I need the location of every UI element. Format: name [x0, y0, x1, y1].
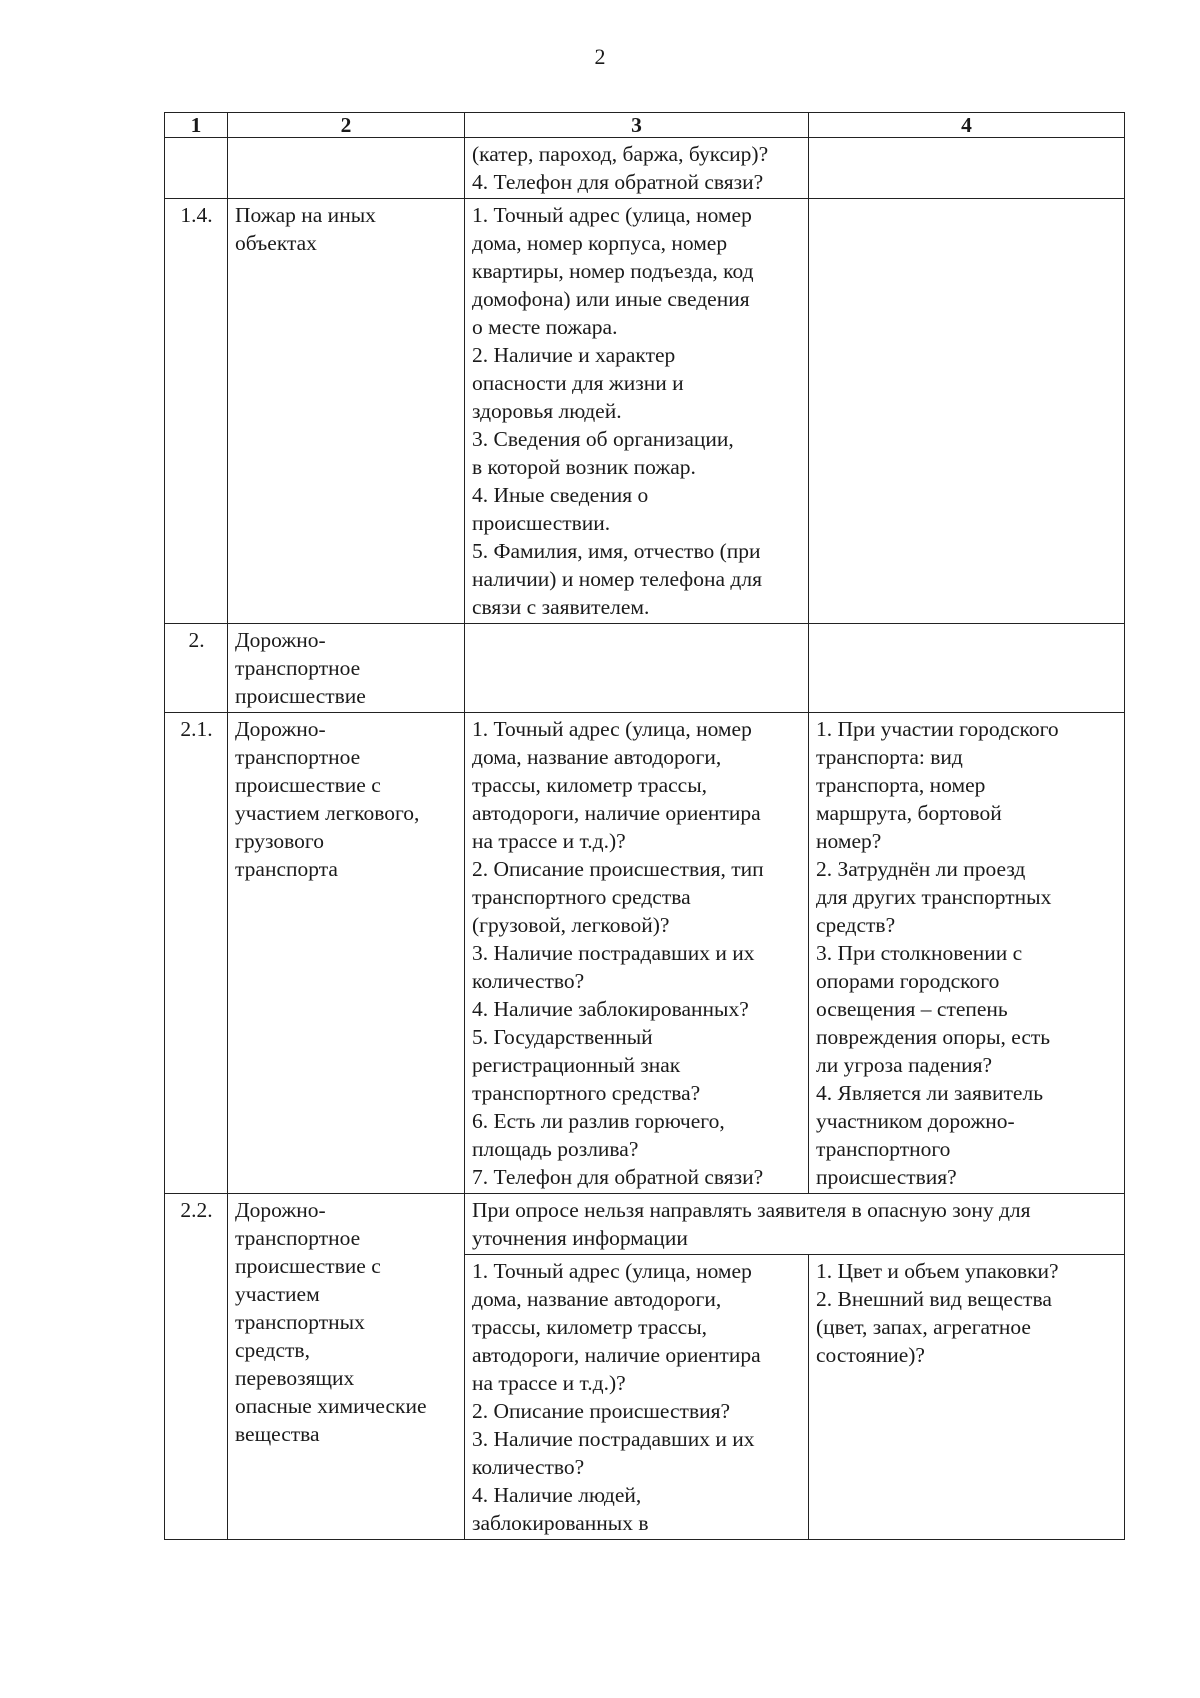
column-header-3: 3 — [465, 113, 809, 138]
table-row — [165, 1194, 1125, 1255]
page-number: 2 — [594, 44, 606, 69]
table-row — [165, 138, 1125, 199]
row-number: 2. — [165, 624, 228, 713]
incident-type: Дорожно- транспортное происшествие с участием транспортных средств, перевозящих опасные химические вещества — [228, 1194, 465, 1540]
row-number: 2.2. — [165, 1194, 228, 1540]
table-row — [165, 624, 1125, 713]
additional-questions-cell: 1. Цвет и объем упаковки? 2. Внешний вид вещества (цвет, запах, агрегатное состояние)? — [809, 1255, 1125, 1540]
row-number: 2.1. — [165, 713, 228, 1194]
additional-questions-cell — [809, 138, 1125, 199]
questions-cell: 1. Точный адрес (улица, номер дома, номер корпуса, номер квартиры, номер подъезда, код домофона) или иные сведения о месте пожара. 2. Наличие и характер опасности для жизни и здоровья людей. 3. Сведения об организации, в которой возник пожар. 4. Иные сведения о происшествии. 5. Фамилия, имя, отчество (при наличии) и номер телефона для связи с заявителем. — [465, 199, 809, 624]
incident-type: Дорожно- транспортное происшествие — [228, 624, 465, 713]
table-header-row — [165, 113, 1125, 138]
questions-cell: 1. Точный адрес (улица, номер дома, название автодороги, трассы, километр трассы, автодороги, наличие ориентира на трассе и т.д.)? 2. Описание происшествия? 3. Наличие пострадавших и их количество? 4. Наличие людей, заблокированных в — [465, 1255, 809, 1540]
additional-questions-cell: 1. При участии городского транспорта: вид транспорта, номер маршрута, бортовой номер? 2. Затруднён ли проезд для других транспортных средств? 3. При столкновении с опорами городского освещения – степень повреждения опоры, есть ли угроза падения? 4. Является ли заявитель участником дорожно- транспортного происшествия? — [809, 713, 1125, 1194]
incident-type: Дорожно- транспортное происшествие с участием легкового, грузового транспорта — [228, 713, 465, 1194]
table-row — [165, 199, 1125, 624]
questions-cell: (катер, пароход, баржа, буксир)? 4. Телефон для обратной связи? — [465, 138, 809, 199]
additional-questions-cell — [809, 624, 1125, 713]
column-header-1: 1 — [165, 113, 228, 138]
questions-cell — [465, 624, 809, 713]
column-header-2: 2 — [228, 113, 465, 138]
incident-type — [228, 138, 465, 199]
additional-questions-cell — [809, 199, 1125, 624]
questions-cell: 1. Точный адрес (улица, номер дома, название автодороги, трассы, километр трассы, автодороги, наличие ориентира на трассе и т.д.)? 2. Описание происшествия, тип транспортного средства (грузовой, легковой)? 3. Наличие пострадавших и их количество? 4. Наличие заблокированных? 5. Государственный регистрационный знак транспортного средства? 6. Есть ли разлив горючего, площадь розлива? 7. Телефон для обратной связи? — [465, 713, 809, 1194]
row-number: 1.4. — [165, 199, 228, 624]
row-number — [165, 138, 228, 199]
warning-note: При опросе нельзя направлять заявителя в опасную зону для уточнения информации — [465, 1194, 1125, 1255]
incident-type: Пожар на иных объектах — [228, 199, 465, 624]
column-header-4: 4 — [809, 113, 1125, 138]
questionnaire-table — [164, 112, 1125, 1540]
table-row — [165, 713, 1125, 1194]
